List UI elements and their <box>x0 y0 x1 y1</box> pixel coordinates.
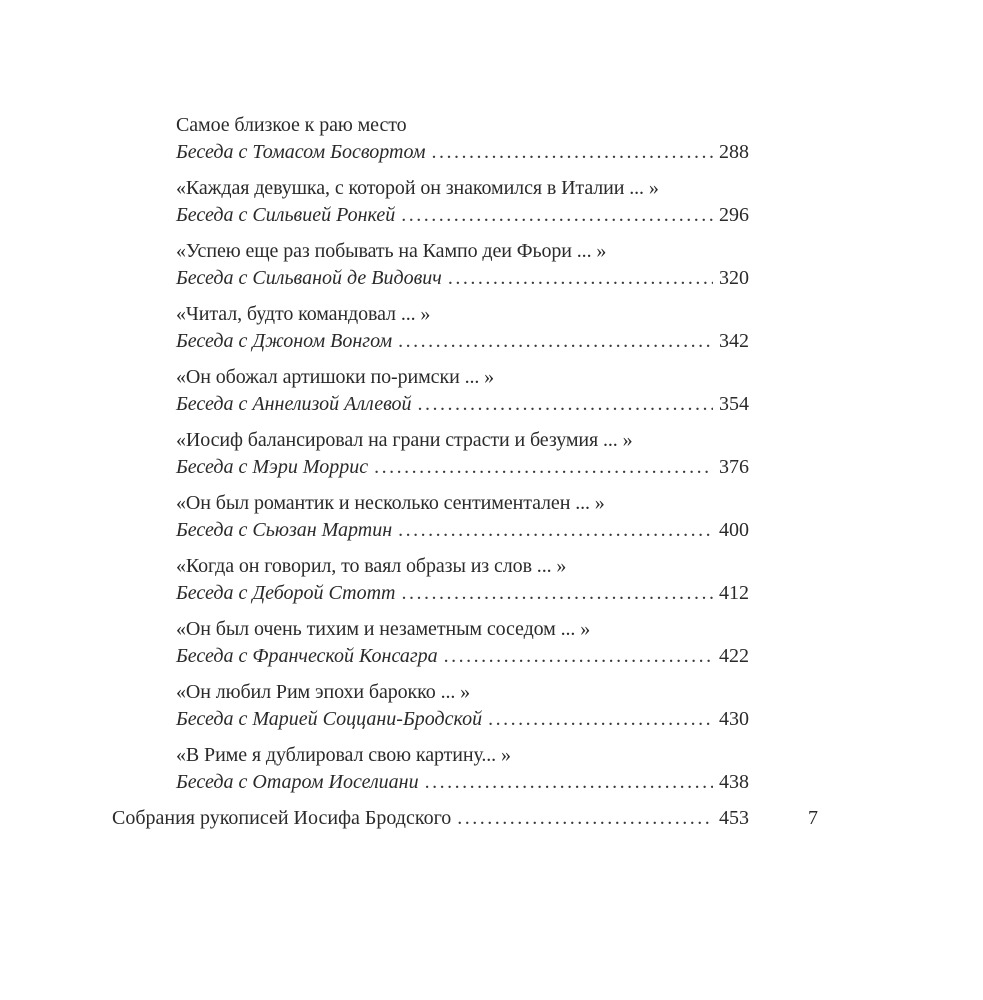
table-of-contents <box>176 112 749 805</box>
entry-page-number: 438 <box>719 771 749 793</box>
entry-page-number: 296 <box>719 204 749 226</box>
entry-subtitle-line <box>176 391 749 418</box>
final-entry-title: Собрания рукописей Иосифа Бродского <box>112 807 452 829</box>
entry-subtitle: Беседа с Сьюзан Мартин <box>176 519 393 541</box>
toc-entry <box>176 490 749 553</box>
final-entry-page-number: 453 <box>719 807 749 829</box>
dot-leader <box>401 202 713 229</box>
dot-leader <box>457 805 713 832</box>
entry-page-number: 400 <box>719 519 749 541</box>
dot-leader <box>444 643 713 670</box>
entry-title: «Он был романтик и несколько сентиментален ... » <box>176 492 605 514</box>
entry-subtitle-line <box>176 769 749 796</box>
dot-leader <box>425 769 713 796</box>
entry-subtitle: Беседа с Сильваной де Видович <box>176 267 442 289</box>
toc-entry <box>176 112 749 175</box>
entry-page-number: 422 <box>719 645 749 667</box>
entry-subtitle: Беседа с Деборой Стотт <box>176 582 396 604</box>
entry-subtitle-line <box>176 706 749 733</box>
page-number: 7 <box>808 807 818 829</box>
entry-subtitle-line <box>176 643 749 670</box>
toc-entry <box>176 553 749 616</box>
toc-entry <box>176 679 749 742</box>
dot-leader <box>418 391 713 418</box>
toc-entry <box>176 427 749 490</box>
entry-title: «Читал, будто командовал ... » <box>176 303 431 325</box>
entry-subtitle: Беседа с Джоном Вонгом <box>176 330 393 352</box>
entry-subtitle-line <box>176 265 749 292</box>
dot-leader <box>431 139 713 166</box>
dot-leader <box>401 580 713 607</box>
entry-page-number: 320 <box>719 267 749 289</box>
toc-entry <box>176 616 749 679</box>
entry-subtitle-line <box>176 139 749 166</box>
entry-title: «Каждая девушка, с которой он знакомился в Италии ... » <box>176 177 659 199</box>
entry-subtitle: Беседа с Франческой Консагра <box>176 645 438 667</box>
entry-title: «Иосиф балансировал на грани страсти и безумия ... » <box>176 429 633 451</box>
entry-subtitle-line <box>176 202 749 229</box>
toc-entry <box>176 175 749 238</box>
entry-title: «В Риме я дублировал свою картину... » <box>176 744 511 766</box>
toc-entry <box>176 742 749 805</box>
entry-title: Самое близкое к раю место <box>176 114 407 136</box>
entry-subtitle: Беседа с Марией Соццани-Бродской <box>176 708 483 730</box>
toc-final-entry <box>112 805 749 832</box>
entry-subtitle: Беседа с Мэри Моррис <box>176 456 369 478</box>
toc-entry <box>176 238 749 301</box>
entry-page-number: 430 <box>719 708 749 730</box>
entry-subtitle-line <box>176 454 749 481</box>
entry-title: «Он обожал артишоки по-римски ... » <box>176 366 495 388</box>
entry-page-number: 288 <box>719 141 749 163</box>
entry-subtitle: Беседа с Отаром Иоселиани <box>176 771 419 793</box>
entry-subtitle-line <box>176 580 749 607</box>
dot-leader <box>374 454 713 481</box>
dot-leader <box>488 706 713 733</box>
entry-title: «Когда он говорил, то ваял образы из слов ... » <box>176 555 567 577</box>
entry-page-number: 354 <box>719 393 749 415</box>
entry-page-number: 342 <box>719 330 749 352</box>
entry-subtitle: Беседа с Аннелизой Аллевой <box>176 393 412 415</box>
entry-subtitle-line <box>176 517 749 544</box>
entry-title: «Он был очень тихим и незаметным соседом ... » <box>176 618 591 640</box>
dot-leader <box>448 265 713 292</box>
entry-title: «Он любил Рим эпохи барокко ... » <box>176 681 471 703</box>
entry-subtitle-line <box>176 328 749 355</box>
entry-page-number: 412 <box>719 582 749 604</box>
dot-leader <box>398 517 713 544</box>
entry-page-number: 376 <box>719 456 749 478</box>
toc-entry <box>176 364 749 427</box>
entry-subtitle: Беседа с Сильвией Ронкей <box>176 204 396 226</box>
entry-title: «Успею еще раз побывать на Кампо деи Фьори ... » <box>176 240 607 262</box>
entry-subtitle: Беседа с Томасом Босвортом <box>176 141 426 163</box>
toc-entry <box>176 301 749 364</box>
dot-leader <box>398 328 713 355</box>
